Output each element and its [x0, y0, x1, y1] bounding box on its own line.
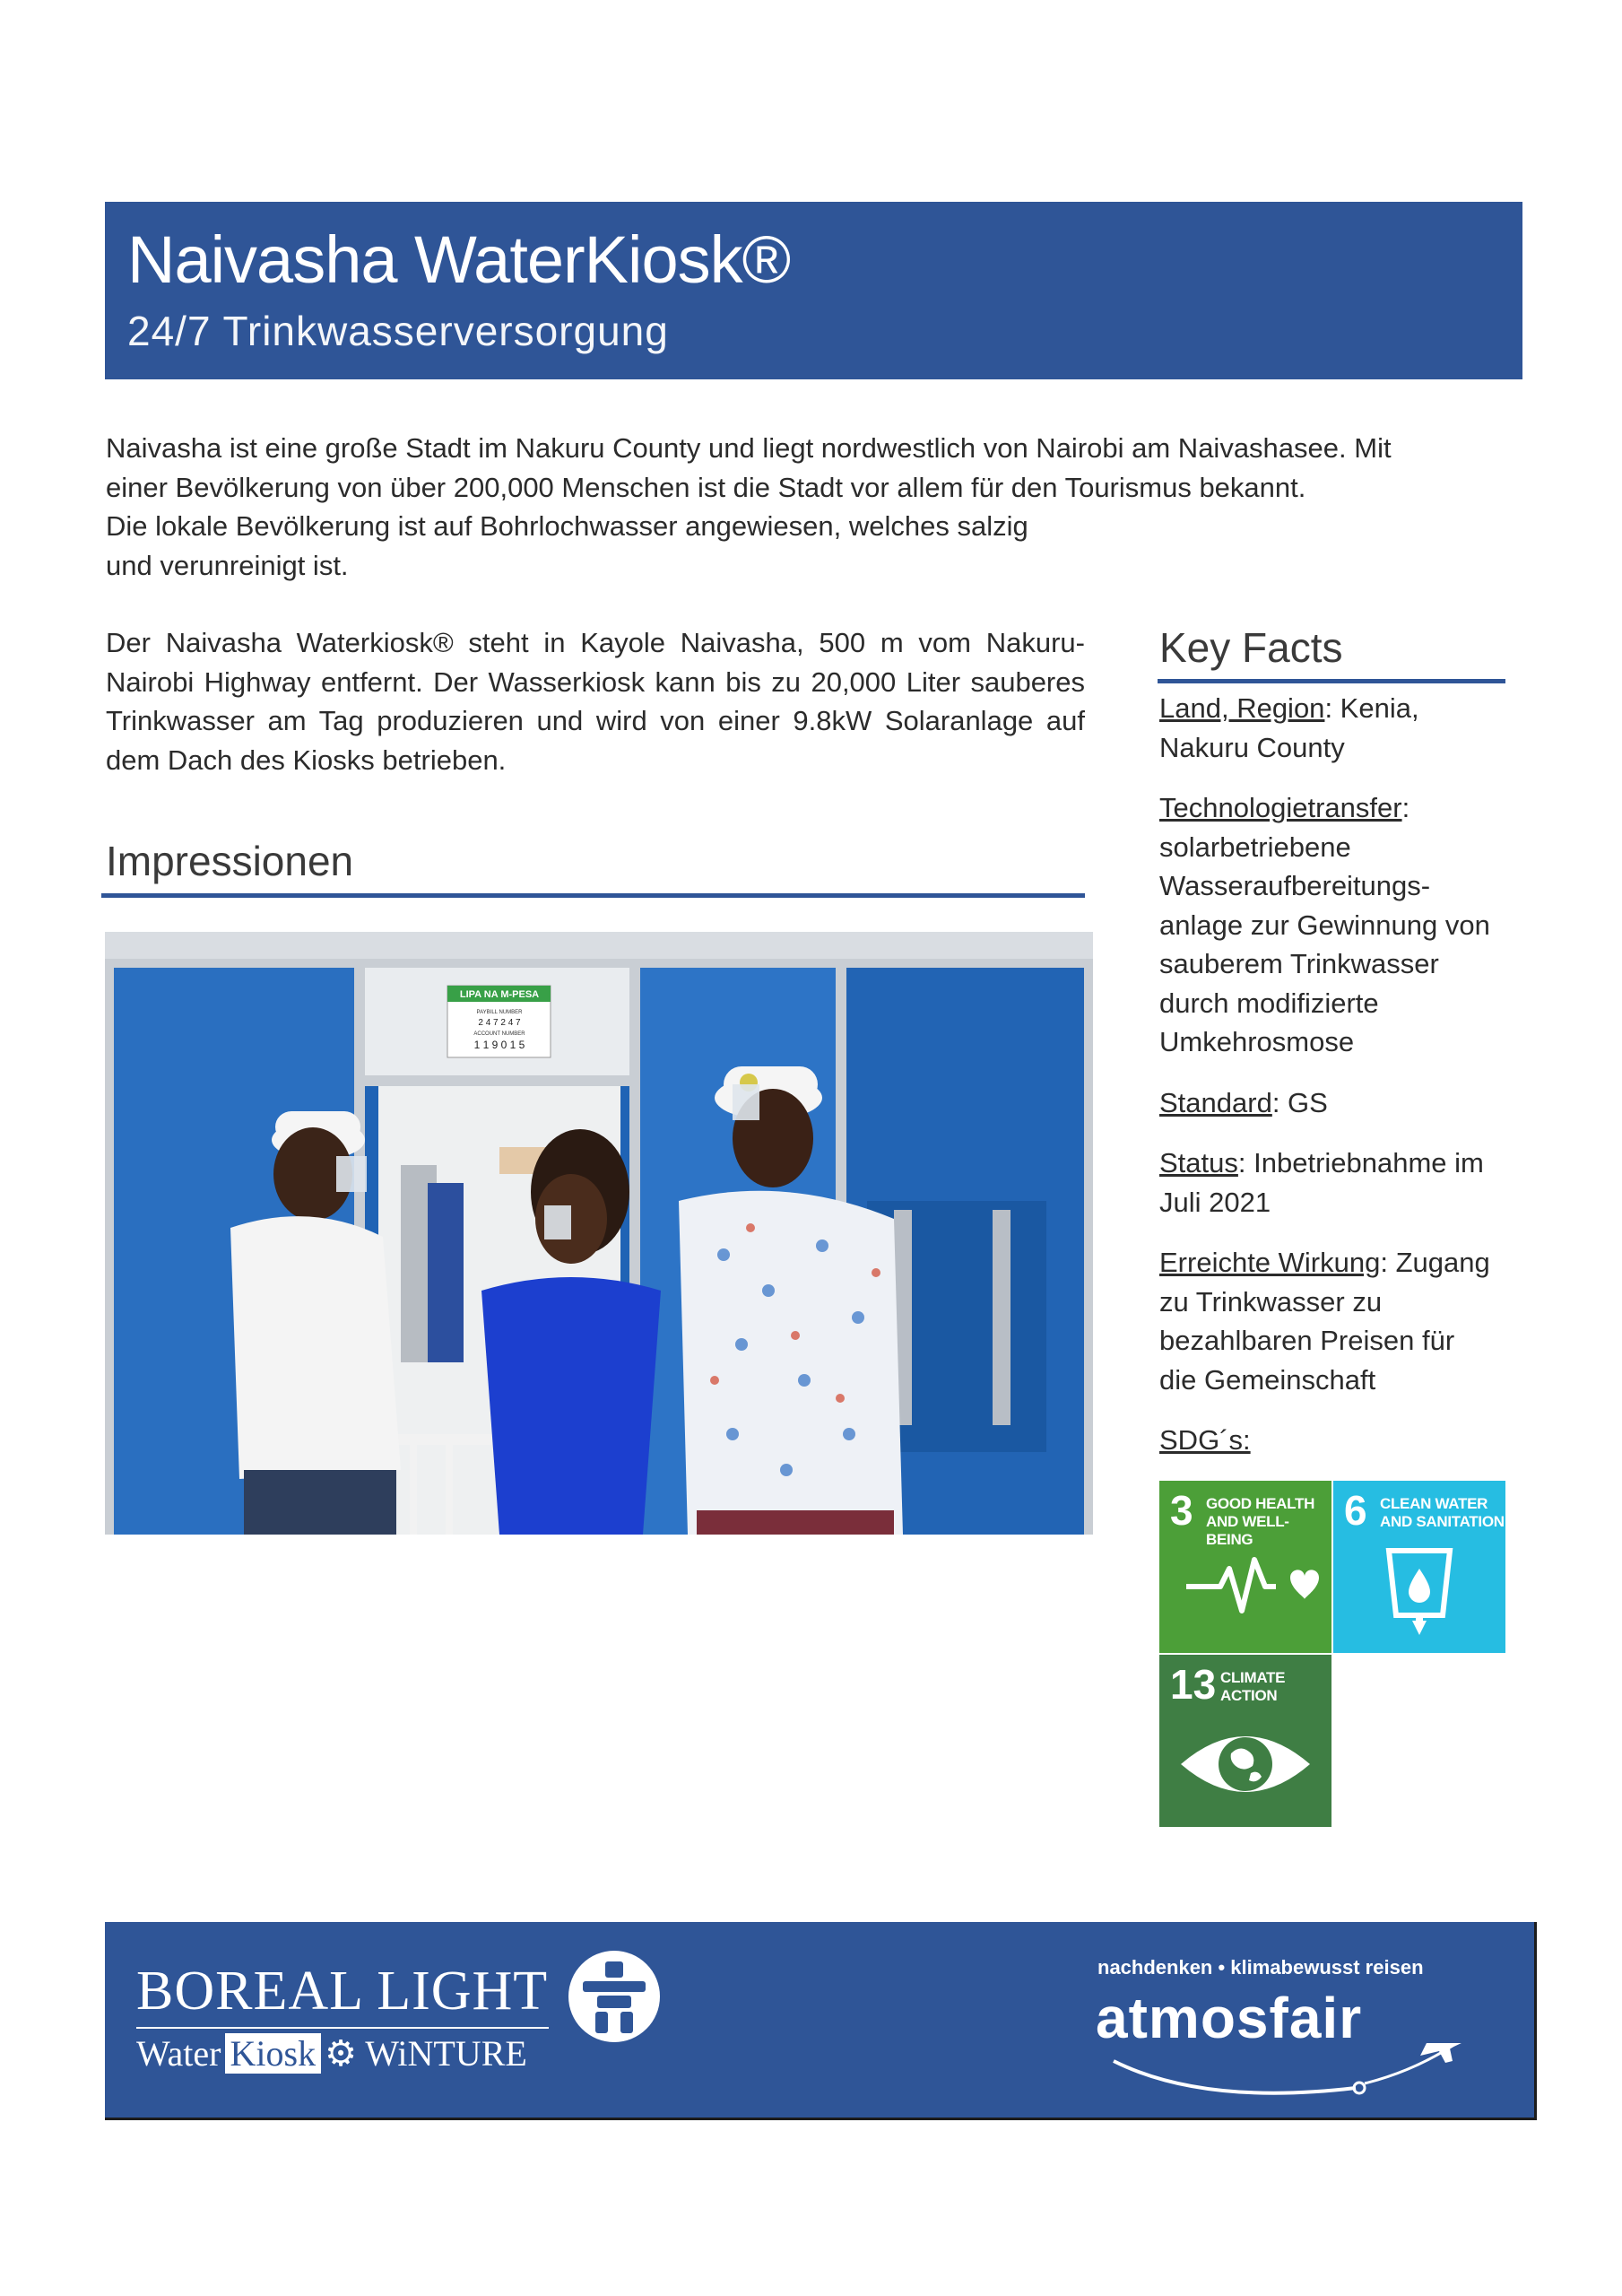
key-facts-heading: Key Facts [1159, 624, 1343, 671]
fact-value: : Kenia, [1324, 692, 1419, 724]
waterkiosk-winture-logo [136, 2032, 527, 2074]
sdg-13-tile [1159, 1655, 1331, 1827]
fact-label: Land, Region [1159, 692, 1325, 724]
title-banner [105, 202, 1522, 379]
logo-water-text: Water [136, 2033, 221, 2074]
fact-standard [1159, 1083, 1518, 1123]
winture-gear-icon: ⚙ [325, 2033, 357, 2074]
fact-value: zu Trinkwasser zu [1159, 1285, 1383, 1318]
sdg-label-line: GOOD HEALTH [1206, 1495, 1315, 1512]
description-line: Der Naivasha Waterkiosk® steht in Kayole Naivasha, 500 m vom Nakuru- [106, 627, 1085, 658]
sdg-label-line: CLEAN WATER [1380, 1495, 1488, 1512]
fact-sdgs [1159, 1421, 1518, 1460]
fact-value: anlage zur Gewinnung von [1159, 909, 1490, 941]
photo-illustration [105, 932, 1093, 1535]
fact-label: Status [1159, 1147, 1238, 1178]
key-facts-list [1159, 689, 1518, 1482]
impressions-heading: Impressionen [106, 838, 354, 884]
intro-paragraph [106, 429, 1505, 585]
key-facts-rule [1158, 679, 1505, 683]
fact-value: : [1401, 792, 1410, 823]
sdg-3-tile [1159, 1481, 1331, 1653]
atmosfair-logo-text: atmosfair [1096, 1986, 1363, 2050]
sdg-number: 13 [1170, 1661, 1217, 1708]
footer-banner [105, 1922, 1537, 2120]
sdg-label-line: AND WELL-BEING [1206, 1513, 1289, 1548]
inukshuk-logo-icon [567, 1949, 662, 2044]
kiosk-photo [105, 932, 1093, 1535]
fact-impact [1159, 1243, 1518, 1399]
fact-label: Standard [1159, 1086, 1272, 1118]
water-glass-icon [1333, 1481, 1505, 1653]
fact-technology [1159, 788, 1518, 1062]
sdg-6-tile [1333, 1481, 1505, 1653]
page-title: Naivasha WaterKiosk® [127, 222, 791, 297]
impressions-rule [101, 893, 1085, 898]
boreal-light-logo-text: BOREAL LIGHT [136, 1961, 549, 2022]
sign-title: LIPA NA M-PESA [459, 989, 540, 1000]
fact-value: die Gemeinschaft [1159, 1363, 1376, 1396]
fact-status [1159, 1144, 1518, 1222]
sign-paybill: 2 4 7 2 4 7 [478, 1018, 521, 1028]
fact-value: durch modifizierte [1159, 987, 1379, 1019]
sdg-label-line: CLIMATE [1220, 1669, 1286, 1686]
fact-label: Technologietransfer [1159, 792, 1402, 823]
fact-value: Umkehrosmose [1159, 1026, 1355, 1057]
description-paragraph [106, 623, 1085, 779]
fact-value: : Zugang [1380, 1247, 1490, 1278]
fact-region [1159, 689, 1518, 767]
fact-value: sauberem Trinkwasser [1159, 948, 1439, 979]
fact-value: : GS [1271, 1086, 1328, 1118]
description-line: Nairobi Highway entfernt. Der Wasserkiosk kann bis zu 20,000 Liter sauberes [106, 665, 1085, 698]
sdg-label-line: ACTION [1220, 1687, 1278, 1704]
sign-account: 1 1 9 0 1 5 [473, 1039, 525, 1051]
fact-value: Wasseraufbereitungs- [1159, 870, 1431, 901]
atmosfair-tagline: nachdenken • klimabewusst reisen [1097, 1956, 1424, 1979]
sdg-number: 3 [1170, 1487, 1193, 1534]
intro-line: einer Bevölkerung von über 200,000 Menschen ist die Stadt vor allem für den Tourismus bekannt. [106, 471, 1306, 503]
fact-label: Erreichte Wirkung [1159, 1247, 1381, 1278]
fact-value: : Inbetriebnahme im [1237, 1147, 1484, 1178]
logo-winture-text: WiNTURE [365, 2033, 527, 2074]
intro-line: Die lokale Bevölkerung ist auf Bohrlochwasser angewiesen, welches salzig [106, 510, 1028, 542]
fact-value: solarbetriebene [1159, 831, 1351, 863]
logo-divider [136, 2027, 549, 2029]
earth-eye-icon [1159, 1655, 1331, 1827]
fact-value: Nakuru County [1159, 731, 1345, 763]
fact-value: Juli 2021 [1159, 1186, 1271, 1218]
intro-line: Naivasha ist eine große Stadt im Nakuru County und liegt nordwestlich von Nairobi am Naivashasee. Mit [106, 432, 1392, 464]
sign-paybill-label: PAYBILL NUMBER [476, 1010, 523, 1015]
logo-kiosk-text: Kiosk [225, 2033, 322, 2074]
sdg-number: 6 [1344, 1487, 1367, 1534]
fact-label: SDG´s: [1159, 1424, 1251, 1456]
page-subtitle: 24/7 Trinkwasserversorgung [127, 308, 669, 354]
airplane-swoosh-icon [1096, 2043, 1490, 2110]
fact-value: bezahlbaren Preisen für [1159, 1325, 1455, 1356]
sdg-label-line: AND SANITATION [1380, 1513, 1505, 1530]
description-line: Trinkwasser am Tag produzieren und wird von einer 9.8kW Solaranlage auf [106, 705, 1085, 736]
description-line: dem Dach des Kiosks betrieben. [106, 744, 507, 776]
sign-account-label: ACCOUNT NUMBER [473, 1031, 525, 1037]
heartbeat-icon [1159, 1481, 1331, 1653]
intro-line: und verunreinigt ist. [106, 549, 349, 581]
